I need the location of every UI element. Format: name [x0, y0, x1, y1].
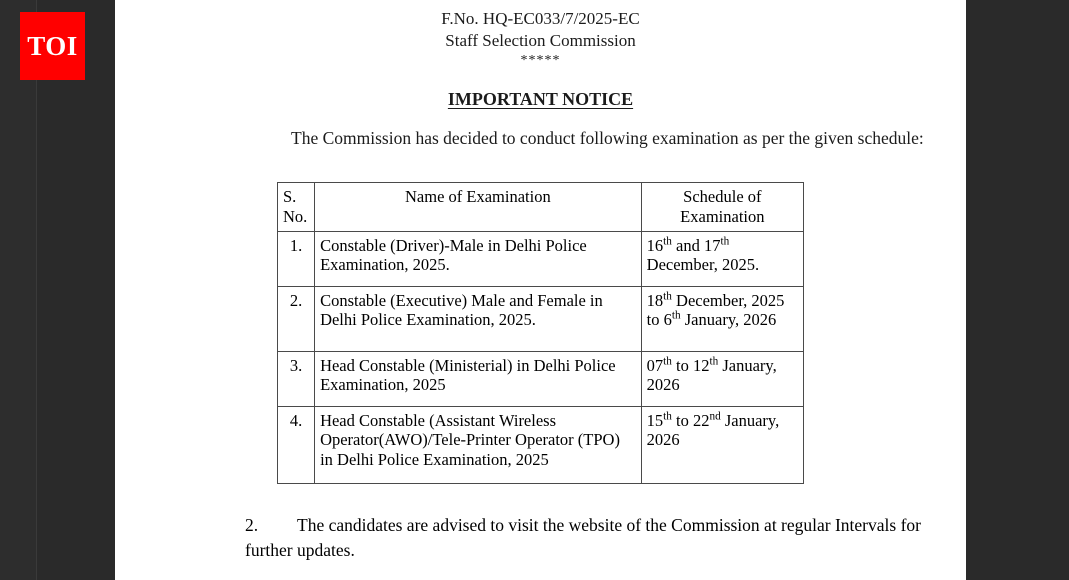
page-title: IMPORTANT NOTICE	[447, 88, 634, 109]
column-header-sno-line2: No.	[283, 206, 308, 226]
document-organisation: Staff Selection Commission	[445, 30, 636, 50]
column-header-schedule	[641, 183, 803, 232]
table-row	[278, 286, 804, 351]
table-row	[278, 231, 804, 286]
column-header-schedule-line2: Examination	[680, 206, 765, 226]
closing-paragraph-text: The candidates are advised to visit the website of the Commission at regular Intervals for further updates.	[245, 515, 921, 561]
row-sno: 3.	[278, 351, 315, 406]
row-schedule: 18th December, 2025 to 6th January, 2026	[641, 286, 803, 351]
closing-paragraph-number: 2.	[245, 515, 259, 535]
closing-paragraph-block	[115, 513, 966, 564]
row-schedule: 15th to 22nd January, 2026	[641, 406, 803, 483]
table-header	[278, 183, 804, 232]
column-header-schedule-line1: Schedule of	[683, 187, 762, 206]
toi-logo	[20, 12, 85, 80]
row-exam-name: Constable (Driver)-Male in Delhi Police Examination, 2025.	[315, 231, 642, 286]
row-sno: 4.	[278, 406, 315, 483]
column-header-sno-line1: S.	[283, 187, 297, 206]
viewer-right-panel	[966, 0, 1069, 580]
examination-schedule-table	[277, 182, 804, 484]
document-file-number: F.No. HQ-EC033/7/2025-EC	[441, 9, 640, 28]
row-sno: 1.	[278, 231, 315, 286]
row-exam-name: Head Constable (Assistant Wireless Operator(AWO)/Tele-Printer Operator (TPO) in Delhi Police Examination, 2025	[315, 406, 642, 483]
viewer-left-panel	[0, 0, 115, 580]
column-header-sno	[278, 183, 315, 232]
table-body	[278, 231, 804, 483]
row-sno: 2.	[278, 286, 315, 351]
viewer-left-rail	[0, 0, 37, 580]
table-row	[278, 351, 804, 406]
row-exam-name: Head Constable (Ministerial) in Delhi Police Examination, 2025	[315, 351, 642, 406]
row-schedule: 16th and 17th December, 2025.	[641, 231, 803, 286]
document-body	[115, 0, 966, 151]
intro-paragraph: The Commission has decided to conduct following examination as per the given schedule:	[291, 127, 924, 148]
row-exam-name: Constable (Executive) Male and Female in Delhi Police Examination, 2025.	[315, 286, 642, 351]
examination-schedule-table-wrapper	[277, 182, 804, 484]
row-schedule: 07th to 12th January, 2026	[641, 351, 803, 406]
document-page	[115, 0, 966, 580]
column-header-name: Name of Examination	[315, 183, 642, 232]
toi-logo-text: TOI	[27, 30, 78, 61]
table-header-row	[278, 183, 804, 232]
document-separator: *****	[520, 52, 561, 68]
table-row	[278, 406, 804, 483]
